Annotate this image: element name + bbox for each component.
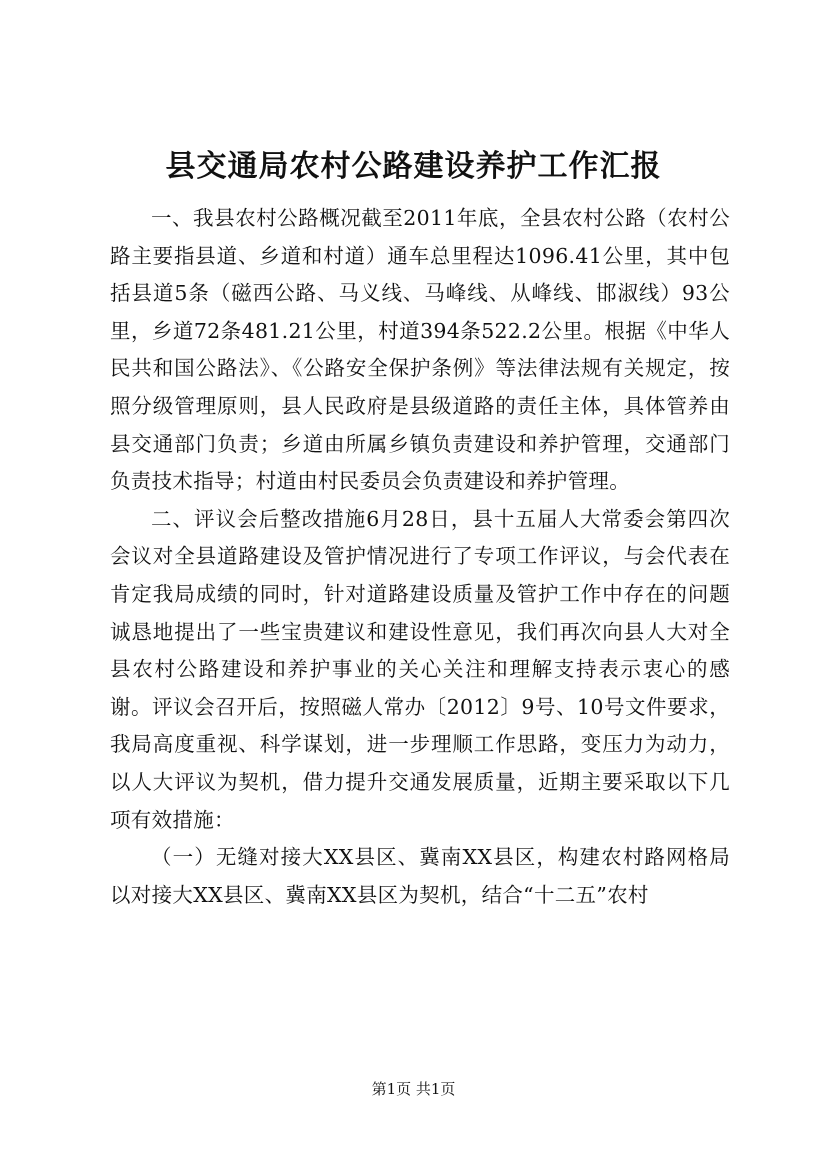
paragraph-rectification: 二、评议会后整改措施6月28日，县十五届人大常委会第四次会议对全县道路建设及管护情况进行了专项工作评议，与会代表在肯定我局成绩的同时，针对道路建设质量及管护工作中存在的问题诚恳地提出了一些宝贵建议和建设性意见，我们再次向县人大对全县农村公路建设和养护事业的关心关注和理解支持表示衷心的感谢。评议会召开后，按照磁人常办〔2012〕9号、10号文件要求，我局高度重视、科学谋划，进一步理顺工作思路，变压力为动力，以人大评议为契机，借力提升交通发展质量，近期主要采取以下几项有效措施： — [110, 506, 730, 832]
paragraph-overview: 一、我县农村公路概况截至2011年底，全县农村公路（农村公路主要指县道、乡道和村道）通车总里程达1096.41公里，其中包括县道5条（磁西公路、马义线、马峰线、从峰线、邯淑线）93公里，乡道72条481.21公里，村道394条522.2公里。根据《中华人民共和国公路法》、《公路安全保护条例》等法律法规有关规定，按照分级管理原则，县人民政府是县级道路的责任主体，具体管养由县交通部门负责；乡道由所属乡镇负责建设和养护管理，交通部门负责技术指导；村道由村民委员会负责建设和养护管理。 — [110, 206, 730, 494]
page-footer: 第1页 共1页 — [371, 1080, 456, 1098]
document-title: 县交通局农村公路建设养护工作汇报 — [165, 149, 662, 184]
document-body — [110, 200, 730, 914]
paragraph-measure-one: （一）无缝对接大XX县区、冀南XX县区，构建农村路网格局以对接大XX县区、冀南XX县区为契机，结合“十二五”农村 — [110, 845, 730, 907]
